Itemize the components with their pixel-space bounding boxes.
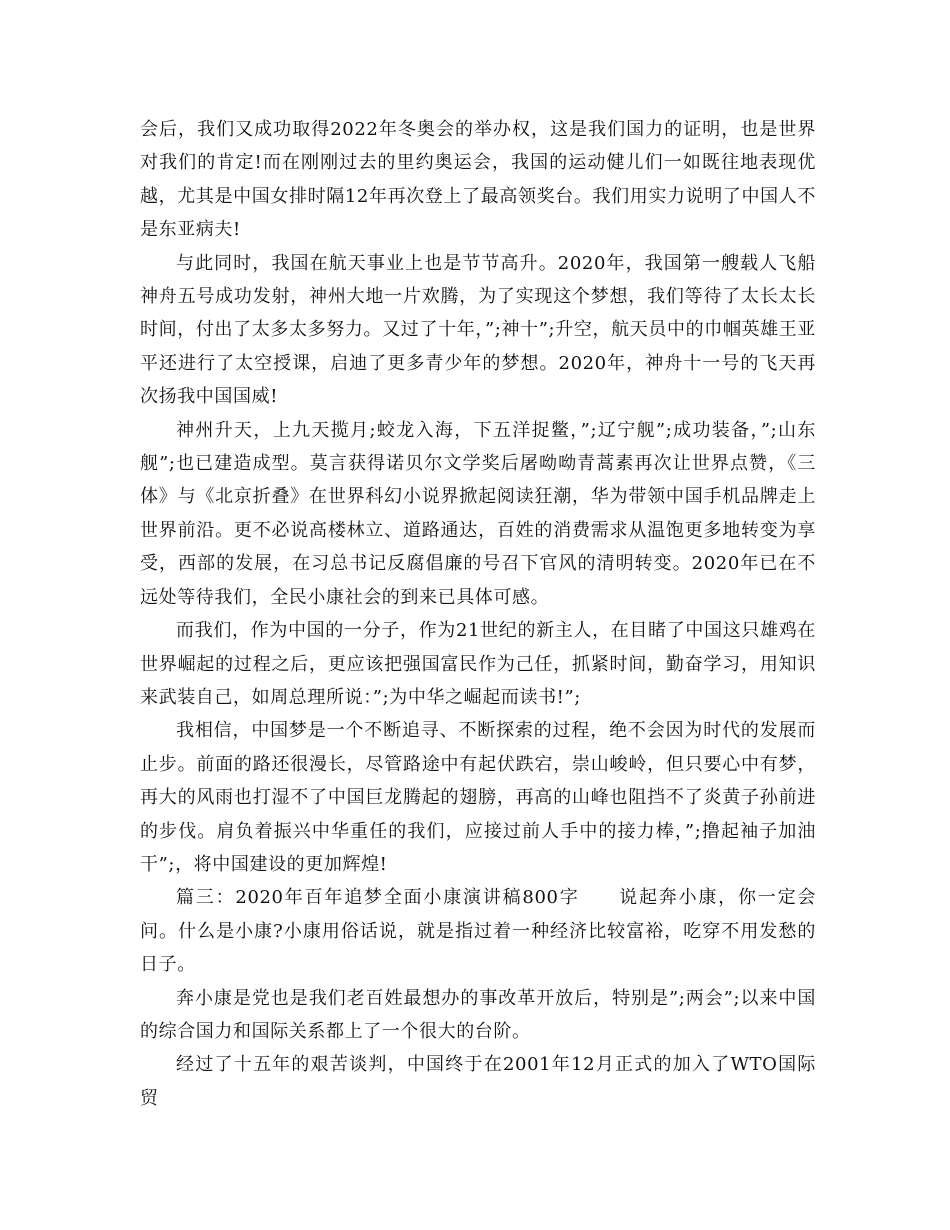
paragraph-5: 我相信，中国梦是一个不断追寻、不断探索的过程，绝不会因为时代的发展而止步。前面的路还很漫长，尽管路途中有起伏跌宕，崇山峻岭，但只要心中有梦，再大的风雨也打湿不了中国巨龙腾起的翅膀，再高的山峰也阻挡不了炎黄子孙前进的步伐。肩负着振兴中华重任的我们，应接过前人手中的接力棒，”;撸起袖子加油干”;，将中国建设的更加辉煌! xyxy=(140,720,816,875)
paragraph-3: 神州升天，上九天揽月;蛟龙入海，下五洋捉鳖，”;辽宁舰”;成功装备，”;山东舰”;也已建造成型。莫言获得诺贝尔文学奖后屠呦呦青蒿素再次让世界点赞，《三体》与《北京折叠》在世界科幻小说界掀起阅读狂潮，华为带领中国手机品牌走上世界前沿。更不必说高楼林立、道路通达，百姓的消费需求从温饱更多地转变为享受，西部的发展，在习总书记反腐倡廉的号召下官风的清明转变。2020年已在不远处等待我们，全民小康社会的到来已具体可感。 xyxy=(140,419,816,608)
paragraph-6: 篇三：2020年百年追梦全面小康演讲稿800字 说起奔小康，你一定会问。什么是小康?小康用俗话说，就是指过着一种经济比较富裕，吃穿不用发愁的日子。 xyxy=(140,887,816,976)
document-page xyxy=(140,113,816,1115)
paragraph-8: 经过了十五年的艰苦谈判，中国终于在2001年12月正式的加入了WTO国际贸 xyxy=(140,1054,816,1109)
paragraph-1: 会后，我们又成功取得2022年冬奥会的举办权，这是我们国力的证明，也是世界对我们的肯定!而在刚刚过去的里约奥运会，我国的运动健儿们一如既往地表现优越，尤其是中国女排时隔12年再次登上了最高领奖台。我们用实力说明了中国人不是东亚病夫! xyxy=(140,119,816,241)
paragraph-4: 而我们，作为中国的一分子，作为21世纪的新主人，在目睹了中国这只雄鸡在世界崛起的过程之后，更应该把强国富民作为己任，抓紧时间，勤奋学习，用知识来武装自己，如周总理所说：”;为中华之崛起而读书!”; xyxy=(140,620,816,708)
paragraph-2: 与此同时，我国在航天事业上也是节节高升。2020年，我国第一艘载人飞船神舟五号成功发射，神州大地一片欢腾，为了实现这个梦想，我们等待了太长太长时间，付出了太多太多努力。又过了十年，”;神十”;升空，航天员中的巾帼英雄王亚平还进行了太空授课，启迪了更多青少年的梦想。2020年，神舟十一号的飞天再次扬我中国国威! xyxy=(140,252,816,408)
paragraph-7: 奔小康是党也是我们老百姓最想办的事改革开放后，特别是”;两会”;以来中国的综合国力和国际关系都上了一个很大的台阶。 xyxy=(140,987,816,1042)
